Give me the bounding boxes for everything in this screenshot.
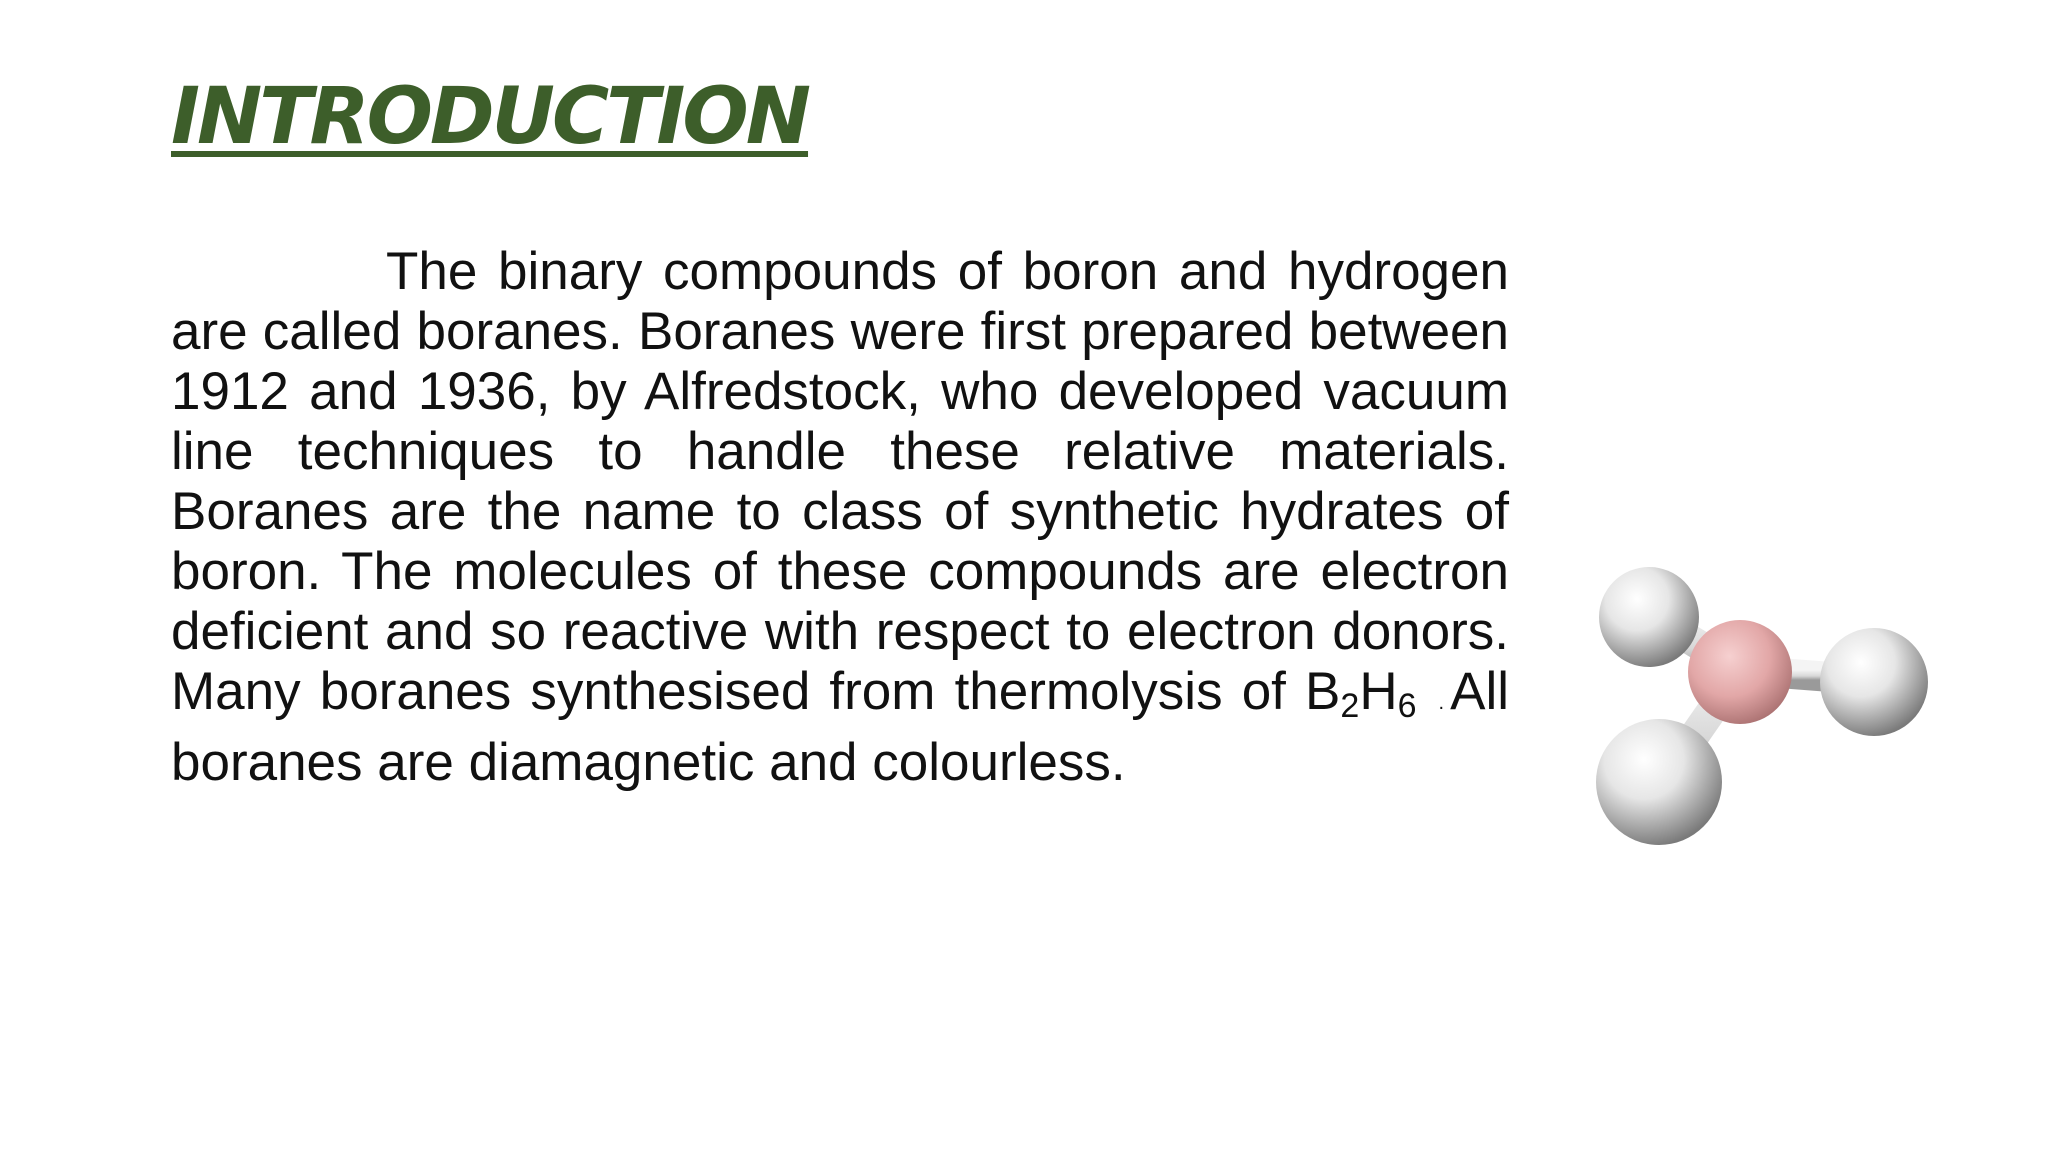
small-period: . bbox=[1438, 692, 1445, 714]
hydrogen-atom-upper bbox=[1599, 567, 1699, 667]
boron-atom bbox=[1688, 620, 1792, 724]
body-paragraph bbox=[171, 242, 1509, 793]
hydrogen-atom-lower bbox=[1596, 719, 1722, 845]
subscript-2: 2 bbox=[1340, 687, 1360, 725]
borane-molecule-image bbox=[1580, 560, 1940, 860]
paragraph-text-end: All boranes are diamagnetic and colourless. bbox=[171, 662, 1509, 792]
slide-title: INTRODUCTION bbox=[171, 72, 809, 162]
subscript-6: 6 bbox=[1397, 687, 1417, 725]
hydrogen-atom-right bbox=[1820, 628, 1928, 736]
paragraph-text-main: The binary compounds of boron and hydrogen are called boranes. Boranes were first prepared between 1912 and 1936, by Alfredstock, who developed vacuum line techniques to handle these relative materials. Boranes are the name to class of synthetic hydrates of boron. The molecules of these compounds are electron deficient and so reactive with respect to electron donors. Many boranes synthesised from thermolysis of B bbox=[171, 242, 1509, 721]
paragraph-text-h: H bbox=[1359, 662, 1398, 721]
